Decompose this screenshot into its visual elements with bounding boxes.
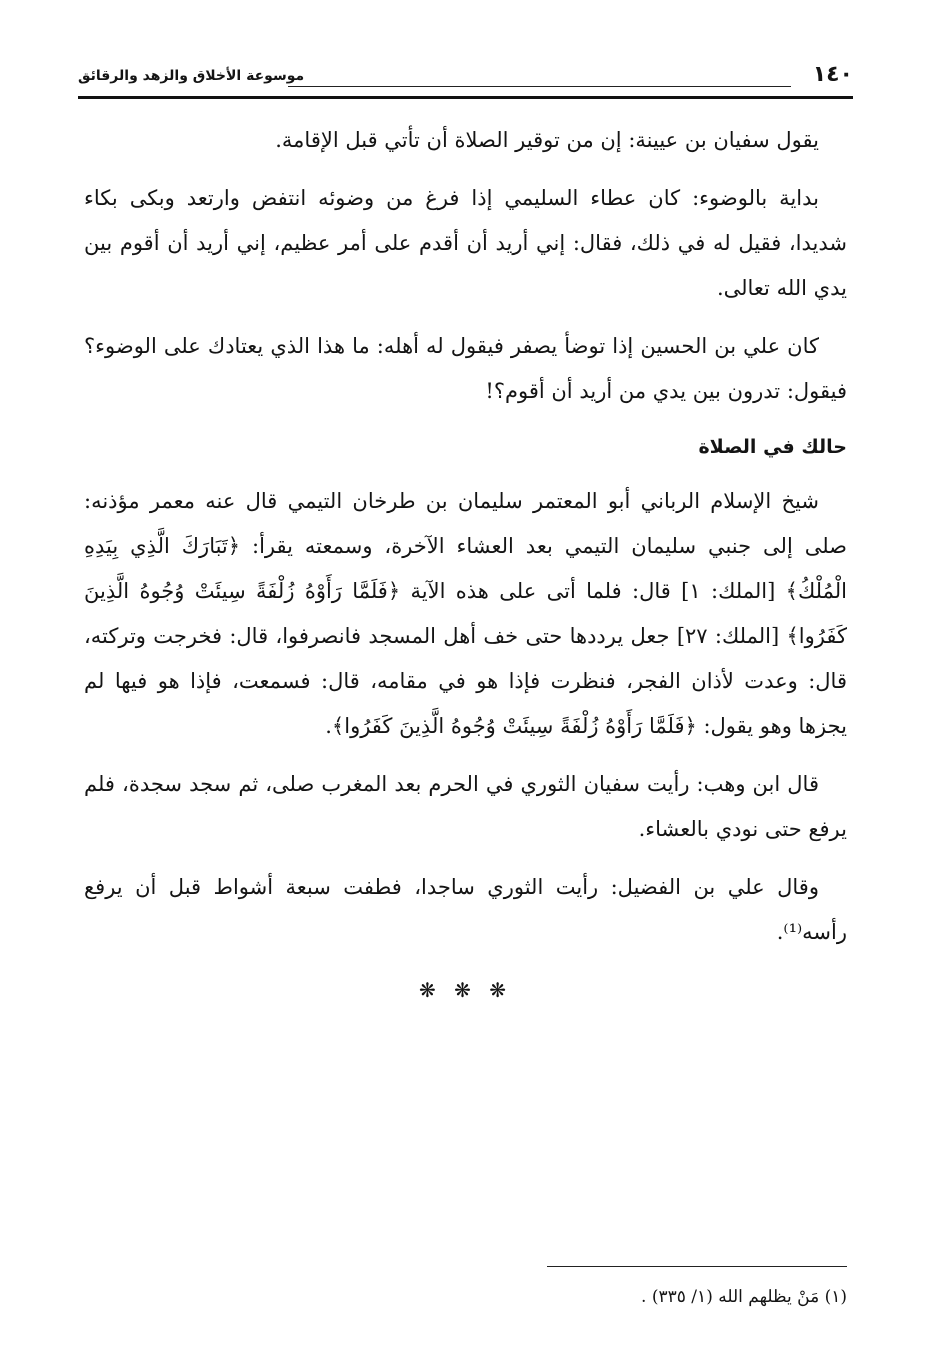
running-header [78,60,853,98]
main-text [84,118,847,1026]
paragraph-6: وقال علي بن الفضيل: رأيت الثوري ساجدا، فطفت سبعة أشواط قبل أن يرفع رأسه⁽¹⁾. [84,875,847,944]
paragraph-2: بداية بالوضوء: كان عطاء السليمي إذا فرغ من وضوئه انتفض وارتعد وبكى بكاء شديدا، فقيل له في ذلك، فقال: إني أريد أن أقدم على أمر عظيم، إني أريد أن أقوم بين يدي الله تعالى. [84,186,847,300]
paragraph-4: شيخ الإسلام الرباني أبو المعتمر سليمان بن طرخان التيمي قال عنه معمر مؤذنه: صلى إلى جنبي سليمان التيمي بعد العشاء الآخرة، وسمعته يقرأ: ﴿تَبَارَكَ الَّذِي بِيَدِهِ الْمُلْكُ﴾ [الملك: ١] قال: فلما أتى على هذه الآية ﴿فَلَمَّا رَأَوْهُ زُلْفَةً سِيئَتْ وُجُوهُ الَّذِينَ كَفَرُوا﴾ [الملك: ٢٧] جعل يرددها حتى خف أهل المسجد فانصرفوا، قال: فخرجت وتركته، قال: وعدت لأذان الفجر، فنظرت فإذا هو في مقامه، قال: فسمعت، فإذا هو فيها لم يجزها وهو يقول: ﴿فَلَمَّا رَأَوْهُ زُلْفَةً سِيئَتْ وُجُوهُ الَّذِينَ كَفَرُوا﴾. [84,489,847,738]
paragraph-5: قال ابن وهب: رأيت سفيان الثوري في الحرم بعد المغرب صلى، ثم سجد سجدة، فلم يرفع حتى نودي بالعشاء. [84,772,847,841]
page-number: ١٤٠ [812,62,853,87]
paragraph-3: كان علي بن الحسين إذا توضأ يصفر فيقول له أهله: ما هذا الذي يعتادك على الوضوء؟ فيقول: تدرون بين يدي من أريد أن أقوم؟! [84,334,847,403]
section-heading: حالك في الصلاة [698,436,847,458]
book-title: موسوعة الأخلاق والزهد والرقائق [78,68,305,84]
footnote: (١) مَنْ يظلهم الله (١/ ٣٣٥) . [641,1287,847,1307]
header-divider-line [288,86,791,87]
header-rule [78,96,853,99]
section-separator: ❋ ❋ ❋ [419,978,512,1002]
footnote-rule [547,1266,847,1267]
paragraph-1: يقول سفيان بن عيينة: إن من توقير الصلاة أن تأتي قبل الإقامة. [275,128,819,152]
